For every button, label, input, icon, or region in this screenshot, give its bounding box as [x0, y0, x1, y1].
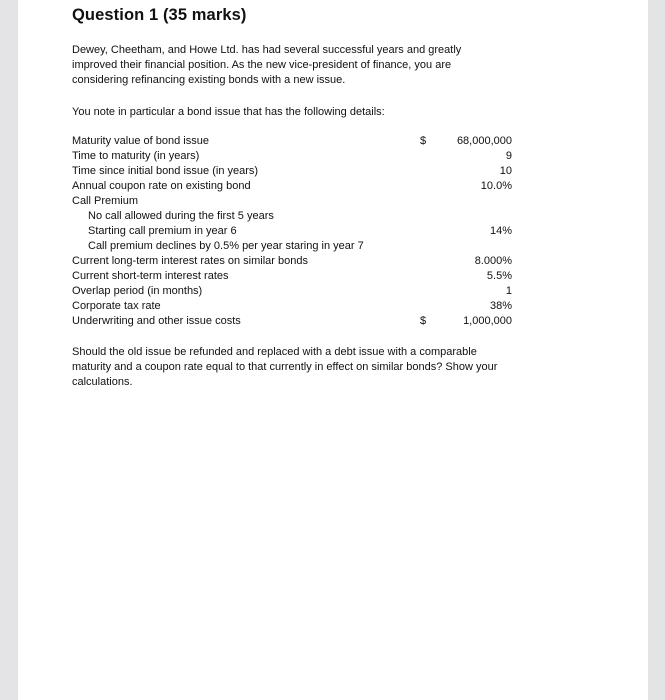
detail-row-tax-rate: [72, 299, 512, 314]
detail-label: Time to maturity (in years): [72, 150, 200, 162]
detail-row-time-since-issue: [72, 164, 512, 179]
detail-value: 1,000,000: [463, 315, 512, 327]
detail-label: Current short-term interest rates: [72, 270, 229, 282]
detail-value: 38%: [489, 300, 512, 312]
question-title: Question 1 (35 marks): [72, 6, 247, 24]
detail-value: 5.5%: [486, 270, 512, 282]
currency-symbol: $: [420, 135, 427, 147]
detail-label: Starting call premium in year 6: [88, 225, 237, 237]
document-page: [18, 0, 648, 700]
detail-row-call-premium: [72, 194, 512, 209]
detail-row-maturity-value: [72, 134, 512, 149]
detail-row-short-term-rate: [72, 269, 512, 284]
detail-row-no-call: [72, 209, 512, 224]
detail-row-issue-costs: [72, 314, 512, 329]
detail-row-time-to-maturity: [72, 149, 512, 164]
detail-row-long-term-rate: [72, 254, 512, 269]
detail-value: 9: [505, 150, 512, 162]
detail-row-coupon-rate: [72, 179, 512, 194]
detail-value: 1: [505, 285, 512, 297]
question-paragraph: Should the old issue be refunded and replaced with a debt issue with a comparable maturity and a coupon rate equal to that currently in effect on similar bonds? Show your calculations.: [72, 346, 498, 388]
detail-label: Current long-term interest rates on similar bonds: [72, 255, 308, 267]
detail-row-premium-decline: [72, 239, 512, 254]
detail-label: No call allowed during the first 5 years: [88, 210, 274, 222]
detail-value: 8.000%: [474, 255, 512, 267]
detail-label: Call premium declines by 0.5% per year staring in year 7: [88, 240, 364, 252]
currency-symbol: $: [420, 315, 427, 327]
detail-label: Underwriting and other issue costs: [72, 315, 241, 327]
detail-value: 68,000,000: [456, 135, 512, 147]
detail-label: Overlap period (in months): [72, 285, 203, 297]
detail-label: Call Premium: [72, 195, 139, 207]
detail-value: 10.0%: [480, 180, 512, 192]
detail-row-starting-premium: [72, 224, 512, 239]
detail-label: Annual coupon rate on existing bond: [72, 180, 251, 192]
note-paragraph: You note in particular a bond issue that has the following details:: [72, 106, 385, 118]
detail-value: 14%: [489, 225, 512, 237]
detail-row-overlap-period: [72, 284, 512, 299]
detail-value: 10: [499, 165, 512, 177]
detail-label: Maturity value of bond issue: [72, 135, 209, 147]
detail-label: Corporate tax rate: [72, 300, 161, 312]
intro-paragraph: Dewey, Cheetham, and Howe Ltd. has had several successful years and greatly improved their financial position. As the new vice-president of finance, you are considering refinancing existing bonds with a new issue.: [72, 44, 462, 86]
detail-label: Time since initial bond issue (in years): [72, 165, 259, 177]
